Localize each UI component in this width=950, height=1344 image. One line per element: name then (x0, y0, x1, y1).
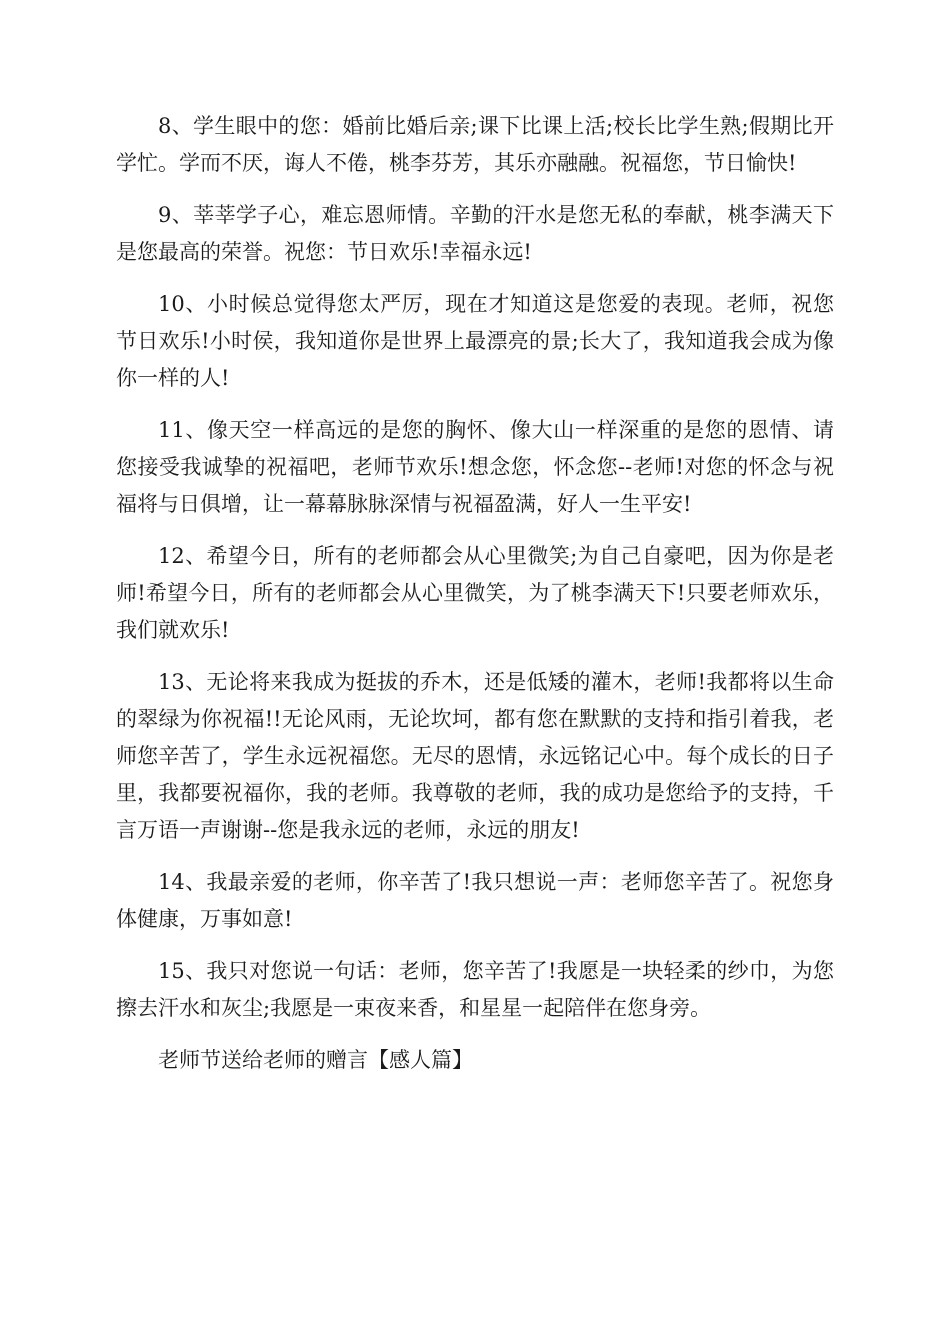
paragraph-9: 9、莘莘学子心，难忘恩师情。辛勤的汗水是您无私的奉献，桃李满天下是您最高的荣誉。祝您：节日欢乐!幸福永远! (116, 203, 834, 264)
paragraph-10: 10、小时候总觉得您太严厉，现在才知道这是您爱的表现。老师，祝您节日欢乐!小时侯，我知道你是世界上最漂亮的景;长大了，我知道我会成为像你一样的人! (116, 292, 834, 390)
paragraph-11: 11、像天空一样高远的是您的胸怀、像大山一样深重的是您的恩情、请您接受我诚挚的祝福吧，老师节欢乐!想念您，怀念您--老师!对您的怀念与祝福将与日俱增，让一幕幕脉脉深情与祝福盈满，好人一生平安! (116, 418, 834, 516)
paragraph-8: 8、学生眼中的您：婚前比婚后亲;课下比课上活;校长比学生熟;假期比开学忙。学而不厌，诲人不倦，桃李芬芳，其乐亦融融。祝福您，节日愉快! (116, 114, 834, 175)
paragraph-12: 12、希望今日，所有的老师都会从心里微笑;为自己自豪吧，因为你是老师!希望今日，所有的老师都会从心里微笑，为了桃李满天下!只要老师欢乐，我们就欢乐! (116, 544, 834, 642)
document-body (116, 108, 834, 1079)
section-heading: 老师节送给老师的赠言【感人篇】 (158, 1048, 473, 1072)
paragraph-14: 14、我最亲爱的老师，你辛苦了!我只想说一声：老师您辛苦了。祝您身体健康，万事如意! (116, 870, 834, 931)
paragraph-13: 13、无论将来我成为挺拔的乔木，还是低矮的灌木，老师!我都将以生命的翠绿为你祝福!!无论风雨，无论坎坷，都有您在默默的支持和指引着我，老师您辛苦了，学生永远祝福您。无尽的恩情，永远铭记心中。每个成长的日子里，我都要祝福你，我的老师。我尊敬的老师，我的成功是您给予的支持，千言万语一声谢谢--您是我永远的老师，永远的朋友! (116, 670, 834, 842)
paragraph-15: 15、我只对您说一句话：老师，您辛苦了!我愿是一块轻柔的纱巾，为您擦去汗水和灰尘;我愿是一束夜来香，和星星一起陪伴在您身旁。 (116, 959, 834, 1020)
